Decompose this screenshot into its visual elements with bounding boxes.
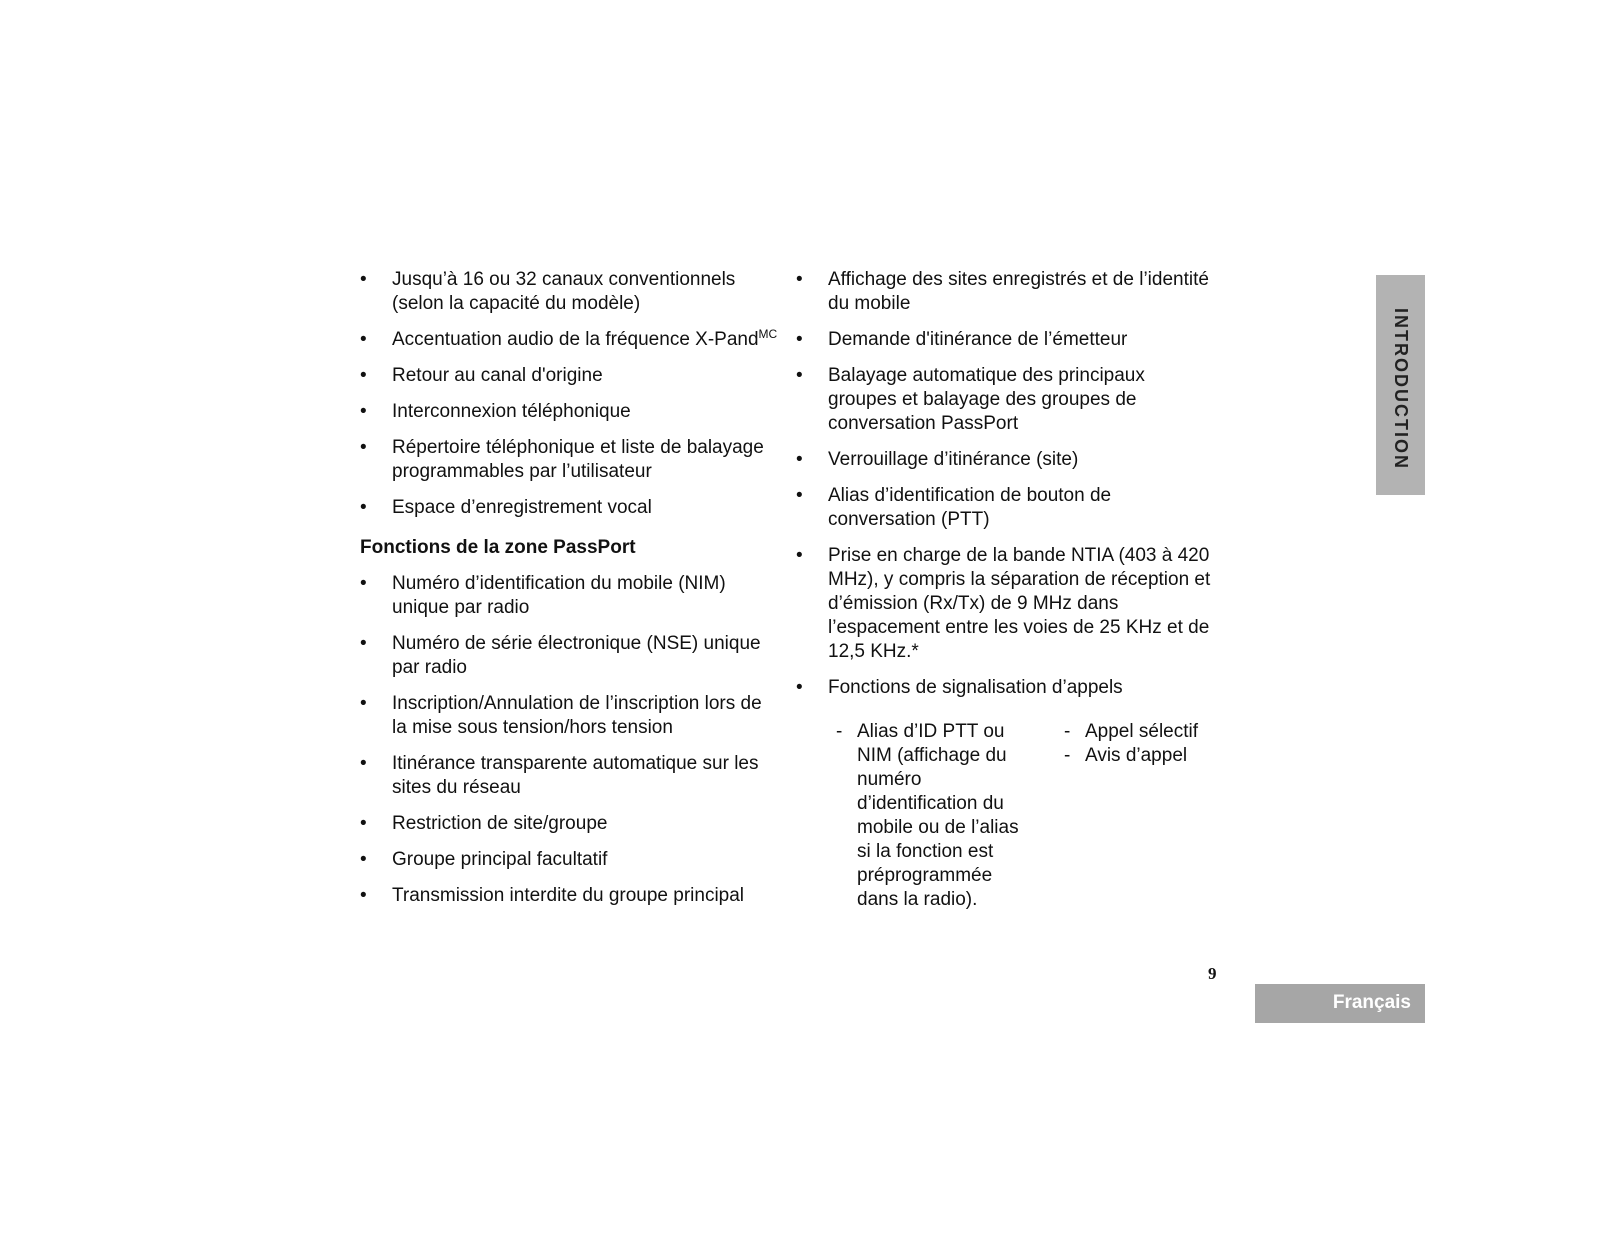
page-number: 9: [1208, 964, 1217, 983]
bullet-icon: •: [360, 401, 367, 422]
bullet-icon: •: [796, 677, 803, 698]
dash-icon: -: [836, 721, 843, 742]
list-item-text: Répertoire téléphonique et liste de balayage programmables par l’utilisateur: [392, 437, 764, 482]
list-item-text: Retour au canal d'origine: [392, 365, 603, 386]
section-side-tab-label: INTRODUCTION: [1391, 308, 1411, 470]
bullet-icon: •: [360, 633, 367, 654]
sub-list-item-text: Avis d’appel: [1085, 745, 1188, 766]
sub-list-item: [836, 720, 1036, 912]
bullet-icon: •: [360, 849, 367, 870]
list-item: [360, 400, 780, 424]
list-item-text: Balayage automatique des principaux groupes et balayage des groupes de conversation PassPort: [828, 365, 1145, 434]
list-item: [796, 328, 1216, 352]
list-item: [796, 676, 1216, 700]
list-item-text: Transmission interdite du groupe principal: [392, 885, 745, 906]
list-item-text: Affichage des sites enregistrés et de l’identité du mobile: [828, 269, 1209, 314]
sublist-right: [1064, 720, 1224, 768]
feature-list-conventional: [360, 268, 780, 520]
list-item: [796, 484, 1216, 532]
list-item-text: Accentuation audio de la fréquence X-Pand: [392, 329, 759, 350]
list-item: [360, 436, 780, 484]
list-item-text: Groupe principal facultatif: [392, 849, 608, 870]
bullet-icon: •: [360, 573, 367, 594]
bullet-icon: •: [360, 269, 367, 290]
dash-icon: -: [1064, 721, 1071, 742]
list-item: [360, 632, 780, 680]
language-label: Français: [1332, 992, 1411, 1013]
list-item-text: Jusqu’à 16 ou 32 canaux conventionnels (selon la capacité du modèle): [392, 269, 736, 314]
bullet-icon: •: [360, 753, 367, 774]
sub-list-item-text: Appel sélectif: [1085, 721, 1199, 742]
list-item-text: Interconnexion téléphonique: [392, 401, 631, 422]
bullet-icon: •: [796, 269, 803, 290]
sub-list-item: [1064, 720, 1224, 744]
bullet-icon: •: [360, 813, 367, 834]
sub-list-item-text: Alias d’ID PTT ou NIM (affichage du numéro d’identification du mobile ou de l’alias si la fonction est préprogrammée dans la radio).: [857, 721, 1019, 910]
bullet-icon: •: [796, 449, 803, 470]
list-item: [796, 364, 1216, 436]
sub-list-item: [1064, 744, 1224, 768]
list-item: [796, 544, 1216, 664]
call-signaling-sublists: [796, 720, 1216, 920]
list-item: [360, 268, 780, 316]
bullet-icon: •: [360, 437, 367, 458]
list-item-text: Restriction de site/groupe: [392, 813, 608, 834]
bullet-icon: •: [360, 329, 367, 350]
list-item: [360, 692, 780, 740]
list-item: [796, 268, 1216, 316]
list-item: [360, 752, 780, 800]
language-bar: [1255, 984, 1425, 1023]
list-item-text: Espace d’enregistrement vocal: [392, 497, 652, 518]
list-item-text: Alias d’identification de bouton de conversation (PTT): [828, 485, 1112, 530]
list-item: [796, 448, 1216, 472]
list-item: [360, 496, 780, 520]
list-item-text: Inscription/Annulation de l’inscription lors de la mise sous tension/hors tension: [392, 693, 762, 738]
bullet-icon: •: [796, 329, 803, 350]
bullet-icon: •: [360, 365, 367, 386]
bullet-icon: •: [796, 365, 803, 386]
bullet-icon: •: [360, 497, 367, 518]
bullet-icon: •: [360, 693, 367, 714]
right-column: [796, 268, 1216, 920]
list-item-text: Numéro d’identification du mobile (NIM) unique par radio: [392, 573, 726, 618]
list-item-text: Prise en charge de la bande NTIA (403 à 420 MHz), y compris la séparation de réception et d’émission (Rx/Tx) de 9 MHz dans l’espacement entre les voies de 25 KHz et de 12,5 KHz.*: [828, 545, 1211, 662]
list-item-text: Demande d'itinérance de l’émetteur: [828, 329, 1128, 350]
left-column: [360, 268, 780, 920]
list-item: [360, 328, 780, 352]
list-item: [360, 572, 780, 620]
list-item: [360, 884, 780, 908]
list-item-text: Itinérance transparente automatique sur les sites du réseau: [392, 753, 759, 798]
dash-icon: -: [1064, 745, 1071, 766]
section-heading-passport: Fonctions de la zone PassPort: [360, 537, 636, 558]
list-item: [360, 848, 780, 872]
trademark-superscript: MC: [758, 327, 778, 341]
feature-list-passport: [360, 572, 780, 908]
feature-list-right: [796, 268, 1216, 700]
list-item: [360, 364, 780, 388]
bullet-icon: •: [796, 545, 803, 566]
list-item: [360, 812, 780, 836]
list-item-text: Numéro de série électronique (NSE) unique par radio: [392, 633, 761, 678]
list-item-text: Fonctions de signalisation d’appels: [828, 677, 1123, 698]
sublist-left: [836, 720, 1036, 912]
bullet-icon: •: [360, 885, 367, 906]
bullet-icon: •: [796, 485, 803, 506]
list-item-text: Verrouillage d’itinérance (site): [828, 449, 1079, 470]
